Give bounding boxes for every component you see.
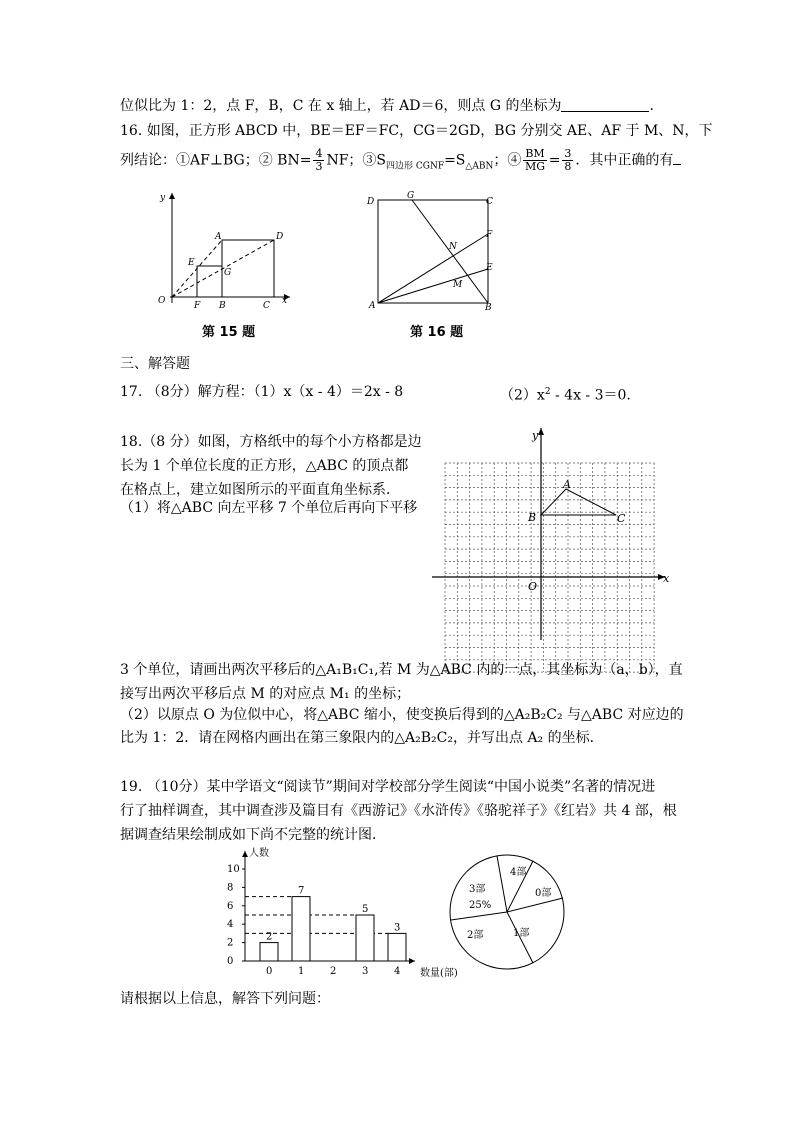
q18-grid-figure <box>420 425 670 650</box>
bar <box>292 897 310 961</box>
label-O: O <box>158 296 166 306</box>
q16-sub2: △ABN <box>465 161 494 172</box>
q16-text-a: 列结论：①AF⊥BG；② BN= <box>120 152 312 169</box>
y-tick-label: 0 <box>227 956 234 967</box>
slice-label-2: 2部 <box>467 930 484 941</box>
q18-line8: 比为 1：2．请在网格内画出在第三象限内的△A₂B₂C₂，并写出点 A₂ 的坐标． <box>120 730 604 746</box>
label-F: F <box>486 230 493 240</box>
label-G: G <box>224 268 232 278</box>
bar-chart <box>225 845 458 980</box>
slice-divider <box>451 912 507 920</box>
line-AE <box>378 269 488 303</box>
rect-EFBG <box>197 266 222 297</box>
frac-num: BM <box>525 147 545 160</box>
frac-den: MG <box>524 160 546 173</box>
x-tick-labels <box>266 966 400 977</box>
q18-line3: 在格点上，建立如图所示的平面直角坐标系． <box>120 482 400 498</box>
q18-line4: （1）将△ABC 向左平移 7 个单位后再向下平移 <box>120 500 418 516</box>
q18-line7: （2）以原点 O 为位似中心，将△ABC 缩小，使变换后得到的△A₂B₂C₂ 与△ABC 对应边的 <box>120 707 684 723</box>
q19-line3: 据调查结果绘制成如下尚不完整的统计图． <box>120 827 386 843</box>
slice-label-1: 1部 <box>513 928 530 939</box>
slice-pct-3: 25% <box>469 900 492 911</box>
label-M: M <box>453 280 463 290</box>
label-A: A <box>369 301 376 311</box>
label-C: C <box>486 197 493 207</box>
fraction-4-3 <box>313 148 324 173</box>
q17-part2 <box>500 382 631 406</box>
bar <box>356 915 374 961</box>
slice-divider <box>507 898 563 912</box>
label-C: C <box>617 512 626 525</box>
square-ABCD <box>378 200 488 303</box>
q18-line6: 接写出两次平移后点 M 的对应点 M₁ 的坐标； <box>120 686 411 702</box>
dashed-OD <box>172 240 274 297</box>
label-B: B <box>528 511 537 524</box>
label-N: N <box>449 242 457 252</box>
label-D: D <box>367 197 375 207</box>
pie-chart <box>447 852 572 977</box>
q16-sub1: 四边形 CGNF <box>386 161 445 172</box>
q18-line1: 18.（8 分）如图，方格纸中的每个小方格都是边 <box>120 434 422 450</box>
y-tick-label: 4 <box>227 919 234 931</box>
q16-text-e: = <box>548 152 561 169</box>
label-y: y <box>160 193 166 203</box>
frac-num: 4 <box>315 147 323 160</box>
caption-fig15: 第 15 题 <box>202 325 256 340</box>
figure-16 <box>365 190 505 315</box>
label-O: O <box>528 580 538 593</box>
slice-divider <box>497 856 507 912</box>
label-B: B <box>485 303 492 313</box>
y-tick-label: 8 <box>227 882 234 894</box>
y-axis-arrow <box>538 428 544 435</box>
y-tick-label: 2 <box>227 937 234 949</box>
x-tick-label: 3 <box>362 966 369 977</box>
slice-label-4: 4部 <box>510 867 527 878</box>
q17-part1: 17. （8分）解方程：（1）x（x - 4）＝2x - 8 <box>120 384 404 400</box>
x-tick-label: 4 <box>394 966 401 977</box>
bar-value-label: 3 <box>394 922 401 934</box>
q15-text: 位似比为 1：2，点 F，B，C 在 x 轴上，若 AD＝6，则点 G 的坐标为 <box>120 98 562 114</box>
label-x: x <box>282 296 288 306</box>
answer-blank[interactable] <box>561 97 649 112</box>
label-G: G <box>407 191 415 201</box>
answer-blank[interactable] <box>673 152 681 165</box>
label-A: A <box>563 478 571 491</box>
label-D: D <box>276 232 284 242</box>
bar-value-label: 2 <box>266 931 273 943</box>
fraction-3-8 <box>562 148 573 173</box>
label-A: A <box>215 232 222 242</box>
y-tick-label: 10 <box>227 864 240 875</box>
label-x: x <box>663 572 670 585</box>
y-tick-label: 6 <box>227 900 234 912</box>
q16-line1: 16. 如图，正方形 ABCD 中，BE＝EF＝FC，CG＝2GD，BG 分别交 AE、AF 于 M、N，下 <box>120 123 713 139</box>
label-E: E <box>486 263 493 273</box>
label-E: E <box>188 258 195 268</box>
q17-text-a: （2）x <box>500 387 545 404</box>
q19-line2: 行了抽样调查，其中调查涉及篇目有《西游记》《水浒传》《骆驼祥子》《红岩》共 4 部，根 <box>120 803 677 819</box>
frac-den: 8 <box>564 160 572 173</box>
frac-den: 3 <box>315 160 323 173</box>
y-ticks <box>227 864 245 967</box>
x-axis-label: 数量(部) <box>420 968 458 979</box>
label-F: F <box>194 301 201 311</box>
q16-text-f: ．其中正确的有 <box>575 152 674 169</box>
bar-value-label: 5 <box>362 904 369 915</box>
q16-line2 <box>120 148 681 178</box>
figure-15 <box>150 185 300 315</box>
frac-num: 3 <box>564 147 572 160</box>
q18-line2: 长为 1 个单位长度的正方形，△ABC 的顶点都 <box>120 458 409 474</box>
q16-text-c: =S <box>444 152 466 169</box>
caption-fig16: 第 16 题 <box>410 325 464 340</box>
q17-text-b: - 4x - 3＝0. <box>550 387 631 404</box>
q15-text-line <box>120 96 654 116</box>
q19-line1: 19. （10分）某中学语文“阅读节”期间对学校部分学生阅读“中国小说类”名著的情况进 <box>120 779 656 795</box>
q19-line4: 请根据以上信息，解答下列问题： <box>120 991 330 1007</box>
label-C: C <box>263 301 270 311</box>
y-axis-arrow <box>242 851 248 857</box>
slice-label-0: 0部 <box>535 888 552 899</box>
line-AF <box>378 234 488 303</box>
fraction-bm-mg <box>523 148 546 173</box>
q15-end: . <box>649 98 654 114</box>
bar <box>260 943 278 961</box>
bar <box>388 933 406 961</box>
y-axis-arrow <box>169 193 175 199</box>
q16-text-d: ；④ <box>493 152 522 169</box>
x-axis-arrow <box>409 958 415 964</box>
section-heading: 三、解答题 <box>120 356 190 372</box>
y-axis-label: 人数 <box>249 848 269 859</box>
grid-lines <box>445 463 654 672</box>
q18-line5: 3 个单位，请画出两次平移后的△A₁B₁C₁,若 M 为△ABC 内的一点，其坐标为（a，b），直 <box>120 662 683 678</box>
q16-text-b: NF；③S <box>326 152 387 169</box>
slice-label-3: 3部 <box>469 884 486 895</box>
label-B: B <box>219 301 226 311</box>
x-tick-label: 0 <box>266 966 273 977</box>
label-y: y <box>532 429 539 442</box>
x-tick-label: 2 <box>330 966 337 977</box>
q17-sup: 2 <box>544 387 551 397</box>
bar-value-label: 7 <box>298 885 305 897</box>
x-tick-label: 1 <box>298 966 305 977</box>
